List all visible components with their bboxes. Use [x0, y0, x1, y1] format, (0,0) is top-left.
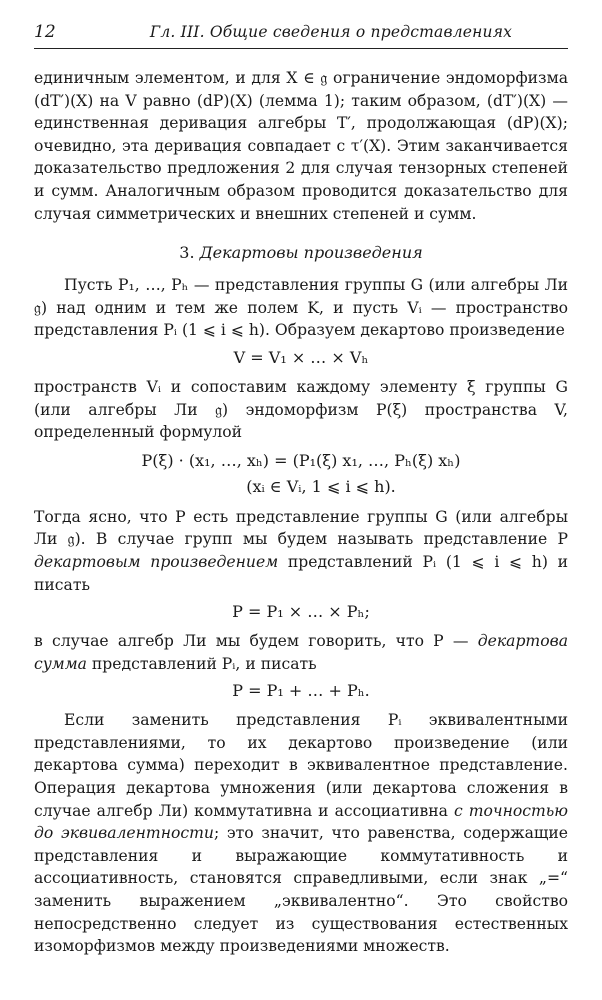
text-span: представлений Pᵢ, и писать: [86, 654, 317, 673]
text-span: ; это значит, что равенства, содержащие представления и выражающие коммутативность и ассоциативность, становятся справедливыми, если знак „=“ заменить выражением „эквивалентно“. Это свойство непосредственно следует из существования естественных изоморфизмов между произведениями множеств.: [34, 824, 568, 956]
formula-sum: P = P₁ + … + Pₕ.: [232, 681, 370, 701]
formula-cartesian-product-space: V = V₁ × … × Vₕ: [233, 347, 369, 367]
formula-representation-action: [34, 448, 568, 500]
formula-product: P = P₁ × … × Pₕ;: [232, 602, 370, 622]
text-span: Если заменить представления Pᵢ эквивалентными представлениями, то их декартово произведение (или декартова сумма) переходит в эквивалентное представление. Операция декартова умножения (или декартова сложения в случае алгебр Ли) коммутативна и ассоциативна: [34, 711, 568, 820]
term-cartesian-product: декартовым произведением: [34, 552, 279, 571]
text-span: Тогда ясно, что P есть представление группы G (или алгебры Ли 𝔤). В случае групп мы будем называть представление P: [34, 507, 568, 549]
running-head: [34, 22, 568, 49]
running-title: Гл. III. Общие сведения о представлениях: [149, 23, 513, 41]
text-span: в случае алгебр Ли мы будем говорить, что P —: [34, 632, 478, 651]
text-span: представлений Pᵢ (1 ⩽ i ⩽ h) и писать: [34, 552, 568, 594]
section-heading: [34, 243, 568, 262]
paragraph-equivalence: [34, 709, 568, 958]
formula-action-conditions: (xᵢ ∈ Vᵢ, 1 ⩽ i ⩽ h).: [246, 476, 396, 496]
book-page: [34, 22, 568, 958]
paragraph-proof-end: единичным элементом, и для X ∈ 𝔤 ограничение эндоморфизма (dT′)(X) на V равно (dP)(X) (лемма 1); таким образом, (dT′)(X) — единственная деривация алгебры T′, продолжающая (dP)(X); очевидно, эта деривация совпадает с τ′(X). Этим заканчивается доказательство предложения 2 для случая тензорных степеней и сумм. Аналогичным образом проводится доказательство для случая симметрических и внешних степеней и сумм.: [34, 69, 568, 223]
formula-action-line: P(ξ) · (x₁, …, xₕ) = (P₁(ξ) x₁, …, Pₕ(ξ) xₕ): [141, 450, 461, 470]
paragraph-cartesian-sum-def: [34, 630, 568, 675]
page-number: 12: [34, 22, 56, 42]
term-cartesian-sum: декартова сумма: [34, 632, 568, 673]
section-number: 3.: [179, 243, 195, 263]
section-title: Декартовы произведения: [199, 243, 423, 263]
term-up-to-equivalence: с точностью до эквивалентности: [34, 801, 568, 843]
paragraph-endomorphism: пространств Vᵢ и сопоставим каждому элементу ξ группы G (или алгебры Ли 𝔤) эндоморфизм P(ξ) пространства V, определенный формулой: [34, 377, 568, 442]
paragraph-definition: Пусть P₁, …, Pₕ — представления группы G (или алгебры Ли 𝔤) над одним и тем же полем K, и пусть Vᵢ — пространство представления Pᵢ (1 ⩽ i ⩽ h). Образуем декартово произведение: [34, 276, 568, 340]
paragraph-cartesian-product-def: [34, 506, 568, 596]
